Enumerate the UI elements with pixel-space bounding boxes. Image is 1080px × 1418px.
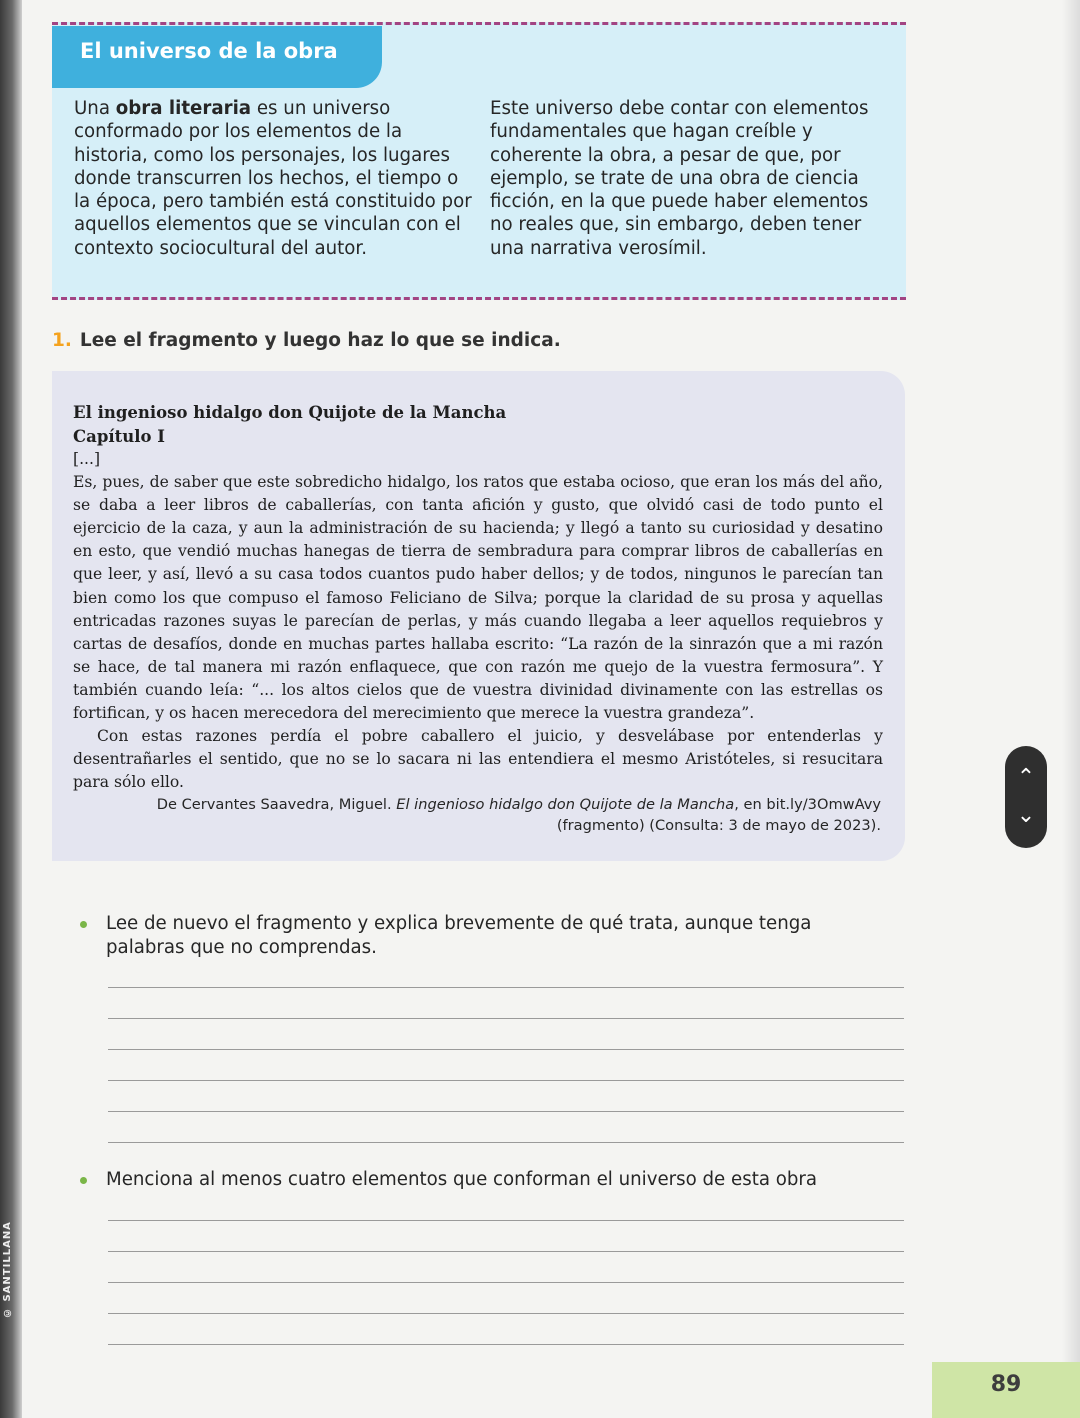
chevron-up-icon[interactable]: ⌃ (1016, 765, 1036, 790)
page-number-box (932, 1362, 1080, 1418)
page-edge (1062, 0, 1080, 1418)
fragment-citation (81, 794, 881, 836)
theory-left-intro: Una (74, 98, 116, 119)
fragment-chapter: Capítulo I (73, 426, 165, 446)
answer-line-2-3[interactable] (108, 1282, 904, 1283)
page-number: 89 (990, 1372, 1022, 1397)
theory-title: El universo de la obra (52, 26, 382, 88)
theory-right-column: Este universo debe contar con elementos fundamentales que hagan creíble y coherente la obra, a pesar de que, por ejemplo, se trate de una obra de ciencia ficción, en la que puede haber elementos no reales que, sin embargo, deben tener una narrativa verosímil. (490, 98, 869, 259)
answer-line-2-2[interactable] (108, 1251, 904, 1252)
answer-line-1-3[interactable] (108, 1049, 904, 1050)
fragment-paragraph-2: Con estas razones perdía el pobre caballero el juicio, y desvelábase por entenderlas y desentrañarles el sentido, que no se lo sacara ni las entendiera el mesmo Aristóteles, si resucitara para sólo ello. (73, 727, 883, 792)
answer-line-2-5[interactable] (108, 1344, 904, 1345)
answer-line-2-4[interactable] (108, 1313, 904, 1314)
citation-title: El ingenioso hidalgo don Quijote de la Mancha (396, 796, 735, 813)
question-number: 1. (52, 330, 72, 351)
fragment-title: El ingenioso hidalgo don Quijote de la Mancha (73, 403, 507, 422)
dashed-border-top (52, 22, 906, 25)
bullet-dot (80, 921, 87, 928)
fragment-ellipsis: [...] (73, 450, 101, 468)
answer-line-2-1[interactable] (108, 1220, 904, 1221)
theory-box (52, 22, 906, 300)
bullet-item-elements (80, 1168, 880, 1192)
answer-line-1-5[interactable] (108, 1111, 904, 1112)
theory-left-column (74, 97, 474, 260)
question-heading (52, 330, 561, 351)
citation-author: De Cervantes Saavedra, Miguel. (156, 796, 397, 813)
bullet-item-explain (80, 912, 880, 960)
bullet-text: Menciona al menos cuatro elementos que conforman el universo de esta obra (106, 1169, 818, 1190)
answer-line-1-2[interactable] (108, 1018, 904, 1019)
citation-url: , en bit.ly/3OmwAvy (734, 796, 881, 813)
spine-publisher-text: © SANTILLANA (2, 1221, 13, 1319)
fragment-paragraph-1: Es, pues, de saber que este sobredicho hidalgo, los ratos que estaba ocioso, que eran los más del año, se daba a leer libros de caballerías, con tanta afición y gusto, que olvidó casi de todo punto el ejercicio de la caza, y aun la administración de su hacienda; y llegó a tanto su curiosidad y desatino en esto, que vendió muchas hanegas de tierra de sembradura para comprar libros de caballerías en que leer, y así, llevó a su casa todos cuantos pudo haber dellos; y de todos, ningunos le parecían tan bien como los que compuso el famoso Feliciano de Silva; porque la claridad de su prosa y aquellas entricadas razones suyas le parecían de perlas, y más cuando llegaba a leer aquellos requiebros y cartas de desafíos, donde en muchas partes hallaba escrito: “La razón de la sinrazón que a mi razón se hace, de tal manera mi razón enflaquece, que con razón me quejo de la vuestra fermosura”. Y también cuando leía: “... los altos cielos que de vuestra divinidad divinamente con las estrellas os fortifican, y os hacen merecedora del merecimiento que merece la vuestra grandeza”. (73, 473, 883, 723)
bullet-text: Lee de nuevo el fragmento y explica brevemente de qué trata, aunque tenga palabras que no comprendas. (106, 913, 812, 958)
theory-left-bold: obra literaria (115, 98, 252, 119)
question-text: Lee el fragmento y luego haz lo que se indica. (79, 330, 561, 351)
book-binding (0, 0, 22, 1418)
answer-line-1-4[interactable] (108, 1080, 904, 1081)
chevron-down-icon[interactable]: ⌄ (1016, 803, 1036, 828)
answer-line-1-1[interactable] (108, 987, 904, 988)
page-navigation (1005, 746, 1047, 848)
fragment-box (52, 371, 905, 861)
dashed-border-bottom (52, 297, 906, 300)
fragment-content (73, 401, 883, 794)
citation-note: (fragmento) (Consulta: 3 de mayo de 2023). (556, 817, 881, 834)
answer-line-1-6[interactable] (108, 1142, 904, 1143)
bullet-dot (80, 1177, 87, 1184)
theory-left-rest: es un universo conformado por los elementos de la historia, como los personajes, los lugares donde transcurren los hechos, el tiempo o la época, pero también está constituido por aquellos elementos que se vinculan con el contexto sociocultural del autor. (74, 98, 472, 259)
